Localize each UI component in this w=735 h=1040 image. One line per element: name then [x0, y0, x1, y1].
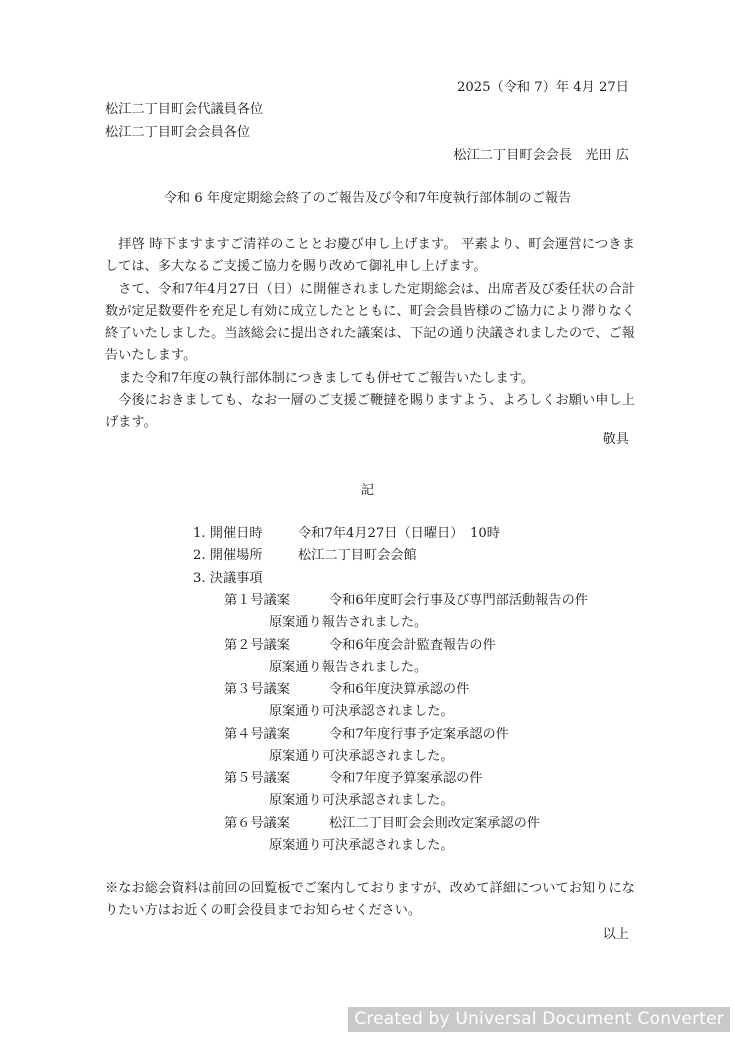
- resolution-title: 令和7年度行事予定案承認の件: [329, 727, 509, 742]
- resolution-label: 第５号議案: [224, 771, 290, 786]
- detail-date-label: 1. 開催日時: [193, 526, 263, 541]
- resolution-label: 第４号議案: [224, 727, 290, 742]
- resolution-title: 令和7年度予算案承認の件: [329, 771, 483, 786]
- detail-date: [193, 525, 500, 543]
- resolution-result-6: 原案通り可決承認されました。: [269, 838, 454, 853]
- footnote: [105, 878, 635, 923]
- body-paragraph-report: さて、令和7年4月27日（日）に開催されました定期総会は、出席者及び委任状の合計数が定足数要件を充足し有効に成立したとともに、町会会員皆様のご協力により滞りなく終了いたしました。当該総会に提出された議案は、下記の通り決議されましたので、ご報告いたします。: [105, 281, 635, 364]
- detail-place: [193, 547, 417, 565]
- document-date: 2025（令和 7）年 4月 27日: [456, 80, 629, 95]
- resolution-result-5: 原案通り可決承認されました。: [269, 793, 454, 808]
- resolution-label: 第３号議案: [224, 682, 290, 697]
- recipient-line-1: 松江二丁目町会代議員各位: [105, 102, 264, 117]
- detail-resolutions-label: 3. 決議事項: [193, 571, 263, 586]
- resolution-title: 令和6年度決算承認の件: [329, 682, 470, 697]
- resolution-label: 第２号議案: [224, 638, 290, 653]
- closing-ijou: 以上: [602, 927, 629, 942]
- resolution-item-5: [224, 770, 482, 788]
- detail-place-value: 松江二丁目町会会館: [298, 548, 417, 563]
- detail-date-value: 令和7年4月27日（日曜日） 10時: [298, 526, 500, 541]
- resolution-label: 第６号議案: [224, 816, 290, 831]
- body-paragraph-executive: また令和7年度の執行部体制につきましても併せてご報告いたします。: [118, 370, 535, 386]
- footnote-text: ※なお総会資料は前回の回覧板でご案内しておりますが、改めて詳細についてお知りになりたい方はお近くの町会役員までお知らせください。: [105, 881, 635, 919]
- resolution-result-3: 原案通り可決承認されました。: [269, 704, 454, 719]
- resolution-item-1: [224, 592, 588, 610]
- letter-body: [105, 234, 635, 435]
- body-paragraph-greeting: 拝啓 時下ますますご清祥のこととお慶び申し上げます。 平素より、町会運営につきましては、多大なるご支援ご協力を賜り改めて御礼申し上げます。: [105, 237, 635, 275]
- resolution-title: 令和6年度町会行事及び専門部活動報告の件: [329, 593, 588, 608]
- resolution-result-2: 原案通り報告されました。: [269, 660, 428, 675]
- recipient-line-2: 松江二丁目町会会員各位: [105, 125, 251, 140]
- resolution-item-6: [224, 815, 540, 833]
- resolution-result-1: 原案通り報告されました。: [269, 615, 428, 630]
- converter-watermark: Created by Universal Document Converter: [348, 1007, 730, 1032]
- resolution-title: 松江二丁目町会会則改定案承認の件: [329, 816, 540, 831]
- resolution-label: 第１号議案: [224, 593, 290, 608]
- resolution-item-3: [224, 681, 469, 699]
- resolution-result-4: 原案通り可決承認されました。: [269, 749, 454, 764]
- resolution-item-4: [224, 726, 509, 744]
- resolution-item-2: [224, 637, 496, 655]
- sender-line: 松江二丁目町会会長 光田 広: [453, 148, 629, 163]
- detail-place-label: 2. 開催場所: [193, 548, 263, 563]
- closing-keigu: 敬具: [602, 432, 629, 447]
- resolution-title: 令和6年度会計監査報告の件: [329, 638, 496, 653]
- body-paragraph-closing-request: 今後におきましても、なお一層のご支援ご鞭撻を賜りますよう、よろしくお願い申し上げます。: [105, 393, 635, 431]
- ki-heading: 記: [360, 483, 375, 498]
- document-title: 令和 6 年度定期総会終了のご報告及び令和7年度執行部体制のご報告: [163, 191, 572, 206]
